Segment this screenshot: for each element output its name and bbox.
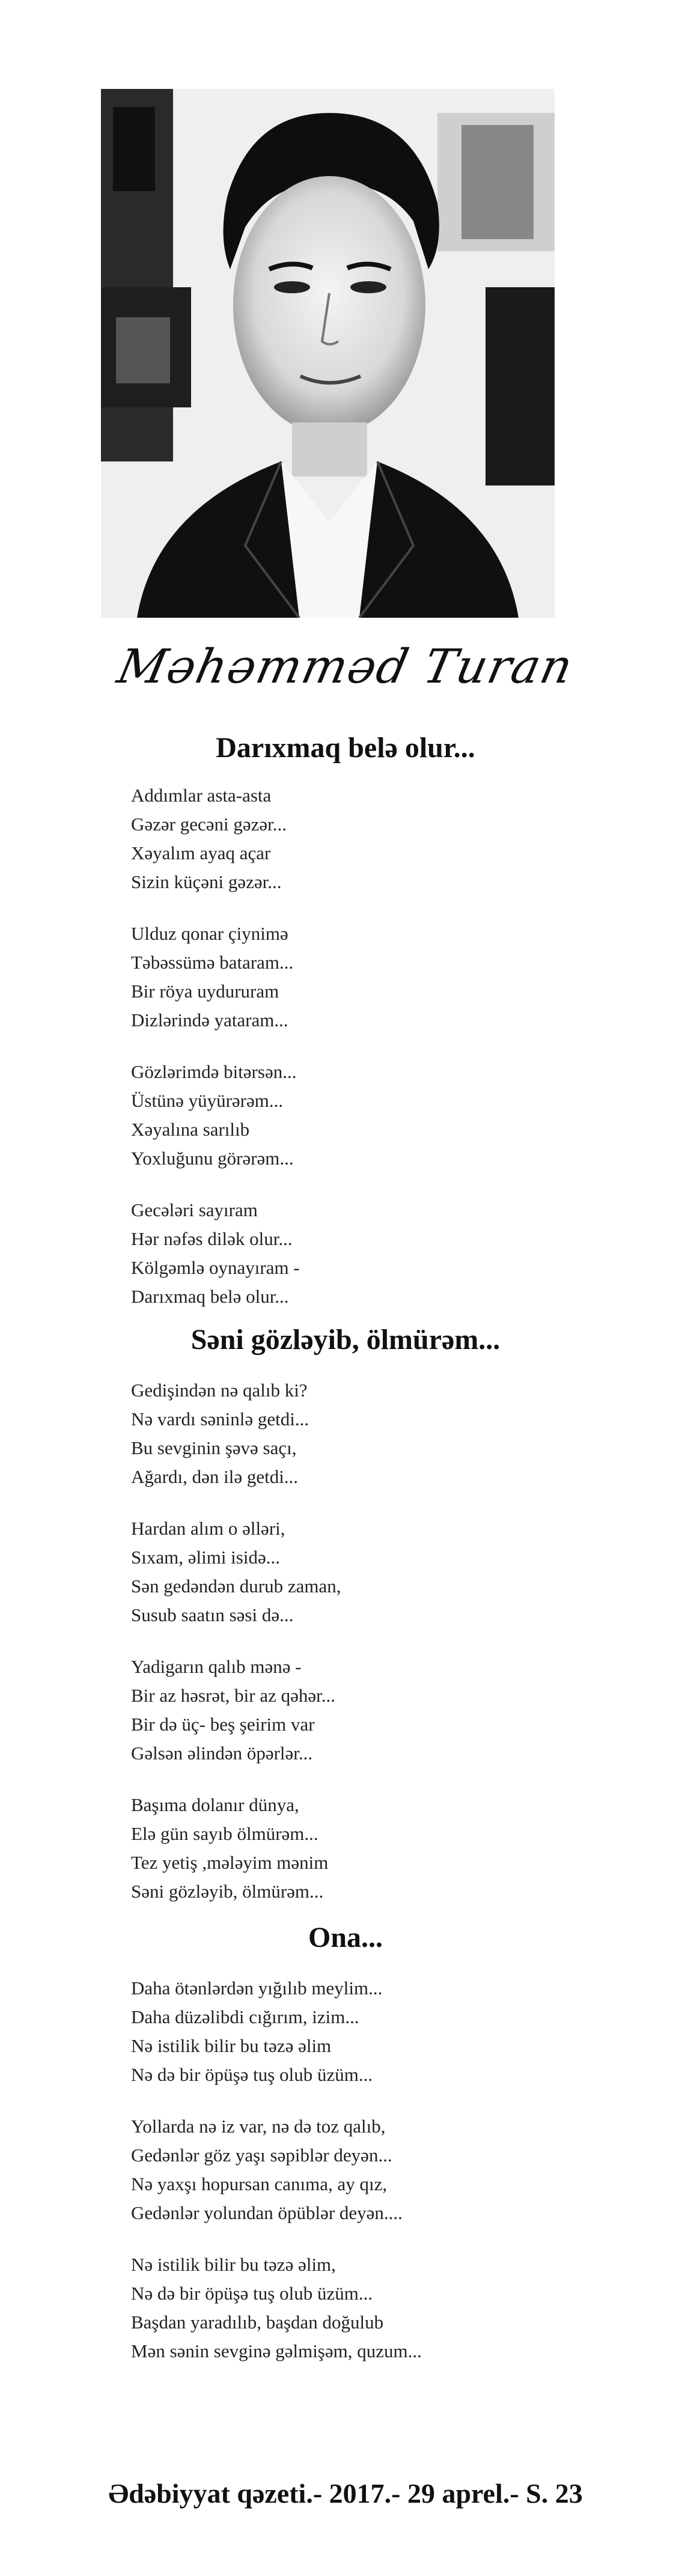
poem-stanza <box>131 1974 600 2089</box>
poem-line: Yadigarın qalıb mənə - <box>131 1656 302 1677</box>
poem-line: Nə istilik bilir bu təzə əlim, <box>131 2254 336 2275</box>
poem-line: Gəzər gecəni gəzər... <box>131 814 287 835</box>
poem-line: Bu sevginin şəvə saçı, <box>131 1437 297 1458</box>
poem-line: Təbəssümə bataram... <box>131 952 294 973</box>
poem-line: Üstünə yüyürərəm... <box>131 1090 284 1111</box>
poem-line: Səni gözləyib, ölmürəm... <box>131 1881 324 1902</box>
author-portrait-image <box>101 89 555 618</box>
poem-stanza <box>131 1652 600 1768</box>
poem-stanza <box>131 1196 600 1311</box>
poem-line: Tez yetiş ,mələyim mənim <box>131 1852 329 1873</box>
poem-line: Xəyalım ayaq açar <box>131 842 271 863</box>
poem-stanza <box>131 1514 600 1630</box>
poem-line: Bir də üç- beş şeirim var <box>131 1714 315 1735</box>
poem-line: Darıxmaq belə olur... <box>131 1286 289 1307</box>
poem-line: Gözlərimdə bitərsən... <box>131 1061 297 1082</box>
poem-line: Elə gün sayıb ölmürəm... <box>131 1823 318 1844</box>
poem-line: Yollarda nə iz var, nə də toz qalıb, <box>131 2116 386 2137</box>
poem-line: Nə yaxşı hopursan canıma, ay qız, <box>131 2173 388 2194</box>
poem-line: Başdan yaradılıb, başdan doğulub <box>131 2312 384 2333</box>
poem-line: Xəyalına sarılıb <box>131 1119 250 1140</box>
poem-stanza <box>131 919 600 1035</box>
poem-line: Dizlərində yataram... <box>131 1009 288 1031</box>
poem-line: Gecələri sayıram <box>131 1199 258 1220</box>
poem-stanza <box>131 1058 600 1173</box>
poem-line: Yoxluğunu görərəm... <box>131 1148 294 1169</box>
poem-line: Nə də bir öpüşə tuş olub üzüm... <box>131 2283 373 2304</box>
poem-line: Mən sənin sevginə gəlmişəm, quzum... <box>131 2340 422 2361</box>
poem-line: Ağardı, dən ilə getdi... <box>131 1466 299 1487</box>
poem-line: Gəlsən əlindən öpərlər... <box>131 1743 313 1764</box>
poem-line: Ulduz qonar çiynimə <box>131 923 288 944</box>
poem-line: Daha ötənlərdən yığılıb meylim... <box>131 1978 383 1999</box>
poem-line: Sən gedəndən durub zaman, <box>131 1576 341 1597</box>
poem-stanza <box>131 2112 600 2227</box>
poem-line: Hər nəfəs dilək olur... <box>131 1228 293 1249</box>
poem-title: Səni gözləyib, ölmürəm... <box>190 1324 501 1356</box>
poem-line: Bir az həsrət, bir az qəhər... <box>131 1685 335 1706</box>
poem-line: Başıma dolanır dünya, <box>131 1794 299 1815</box>
author-signature: Məhəmməd Turan <box>112 640 579 694</box>
poem-stanza <box>131 1791 600 1906</box>
author-photo <box>101 89 555 618</box>
poem-title: Darıxmaq belə olur... <box>216 732 475 764</box>
poem-line: Nə vardı səninlə getdi... <box>131 1408 309 1430</box>
poem-line: Gedişindən nə qalıb ki? <box>131 1380 308 1401</box>
poem-stanza <box>131 2250 600 2366</box>
poem-line: Kölgəmlə oynayıram - <box>131 1257 300 1278</box>
poem-line: Addımlar asta-asta <box>131 785 272 806</box>
poem-line: Nə də bir öpüşə tuş olub üzüm... <box>131 2064 373 2085</box>
poem-line: Susub saatın səsi də... <box>131 1604 294 1625</box>
poem-line: Sıxam, əlimi isidə... <box>131 1547 280 1568</box>
poem-title: Ona... <box>308 1922 383 1953</box>
poem-stanza <box>131 781 600 897</box>
poem-line: Hardan alım o əlləri, <box>131 1518 285 1539</box>
poem-line: Gedənlər yolundan öpüblər deyən.... <box>131 2202 403 2223</box>
poem-stanza <box>131 1376 600 1491</box>
poem-line: Nə istilik bilir bu təzə əlim <box>131 2035 332 2056</box>
source-citation: Ədəbiyyat qəzeti.- 2017.- 29 aprel.- S. 23 <box>108 2478 583 2509</box>
poem-line: Bir röya uydururam <box>131 981 279 1002</box>
poem-line: Gedənlər göz yaşı səpiblər deyən... <box>131 2145 392 2166</box>
poem-line: Sizin küçəni gəzər... <box>131 871 282 892</box>
poem-line: Daha düzəlibdi cığırım, izim... <box>131 2006 359 2027</box>
